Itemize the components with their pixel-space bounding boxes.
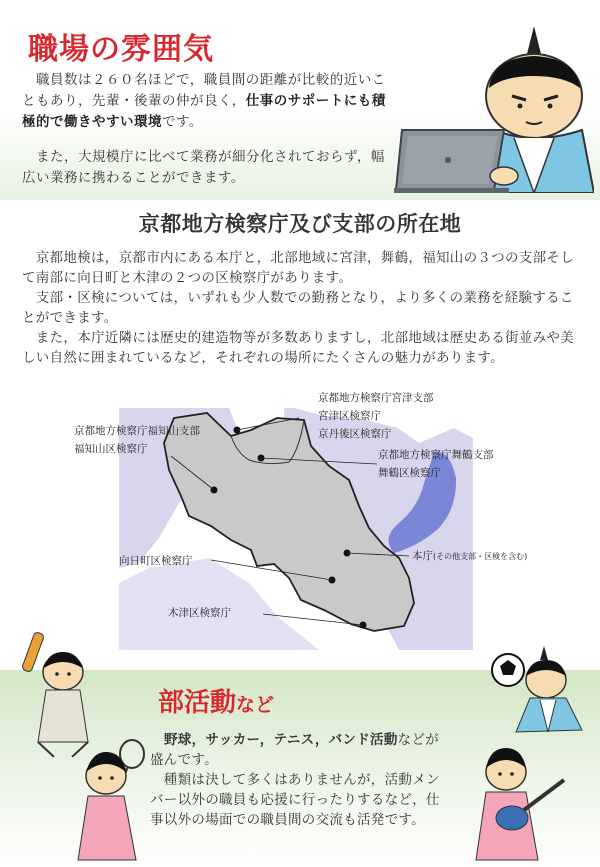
clubs-para1-post: などが盛んです。 (150, 732, 440, 768)
map-miyazu-line2: 宮津区検察庁 (318, 410, 381, 422)
workplace-para1-pre: 職員数は２６０名ほどで，職員間の距離が比較的近いこともあり，先輩・後輩の仲が良く， (22, 72, 386, 109)
workplace-text (22, 70, 392, 189)
clubs-title (158, 682, 274, 719)
map-label-mukomachi: 向日町区検察庁 (119, 555, 193, 567)
clubs-title-suffix: など (236, 694, 275, 716)
workplace-para1-bold: 仕事のサポートにも積極的で働きやすい環境 (22, 93, 386, 130)
tennis-girl-illustration (72, 738, 154, 866)
map-fukuchiyama-line2: 福知山区検察庁 (74, 443, 148, 455)
map-miyazu-line1: 京都地方検察庁宮津支部 (318, 392, 434, 404)
workplace-para2: また，大規模庁に比べて業務が細分化されておらず，幅広い業務に携わることができます。 (22, 149, 385, 186)
location-para2: 支部・区検については，いずれも少人数での勤務となり，より多くの業務を経験することができます。 (22, 290, 574, 326)
map-maizuru-line2: 舞鶴区検察庁 (378, 467, 441, 479)
map-label-kizu: 木津区検察庁 (168, 607, 231, 619)
location-text (22, 248, 582, 368)
map-fukuchiyama-line1: 京都地方検察庁福知山支部 (74, 425, 200, 437)
location-para1: 京都地検は，京都市内にある本庁と，北部地域に宮津，舞鶴，福知山の３つの支部そして南部に向日町と木津の２つの区検察庁があります。 (22, 250, 574, 286)
location-para3: また，本庁近隣には歴史的建造物等が多数ありますし，北部地域は歴史ある街並みや美しい自然に囲まれているなど，それぞれの場所にたくさんの魅力があります。 (22, 330, 574, 366)
map-maizuru-line1: 京都地方検察庁舞鶴支部 (378, 449, 494, 461)
clubs-para2: 種類は決して多くはありませんが，活動メンバー以外の職員も応援に行ったりするなど，仕事以外の場面での職員間の交流も活発です。 (150, 772, 440, 828)
workplace-title: 職場の雰囲気 (28, 32, 214, 67)
map-label-maizuru (378, 446, 494, 482)
map-label-miyazu (318, 389, 434, 443)
location-title: 京都地方検察庁及び支部の所在地 (138, 212, 462, 236)
soccer-samurai-illustration (488, 640, 596, 740)
map-miyazu-line3: 京丹後区検察庁 (318, 428, 392, 440)
clubs-para1-bold: 野球，サッカー，テニス，バンド活動 (164, 732, 398, 748)
clubs-title-main: 部活動 (158, 688, 237, 718)
map-label-fukuchiyama (74, 422, 200, 458)
map-honcho-note: (その他支部・区検を含む) (433, 552, 528, 561)
map-honcho: 本庁 (412, 550, 433, 562)
samurai-laptop-illustration (394, 18, 594, 193)
map-label-honcho (412, 547, 527, 566)
workplace-para1-post: です。 (162, 114, 203, 130)
clubs-text (150, 730, 450, 830)
guitar-girl-illustration (472, 736, 572, 864)
